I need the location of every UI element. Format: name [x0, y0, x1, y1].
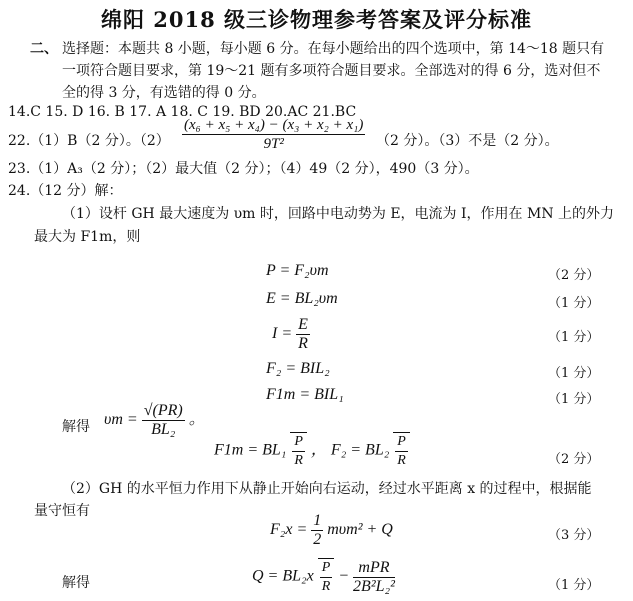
q24-line4: 量守恒有 — [34, 503, 90, 519]
eq6-a: F1m = BL₁ — [214, 441, 287, 459]
q24-line2: 最大为 F1m，则 — [34, 229, 141, 245]
section-text-2: 一项符合题目要求，第 19～21 题有多项符合题目要求。全部选对的得 6 分，选对但不 — [62, 63, 601, 79]
eq6-sqrt2-num: P — [395, 433, 408, 452]
eq7 — [270, 512, 393, 549]
score-2: （1 分） — [548, 296, 600, 311]
solve-label-2: 解得 — [62, 575, 90, 591]
eq3-num: E — [298, 316, 308, 333]
vm-den: BL₂ — [151, 421, 176, 438]
vm-end: 。 — [188, 411, 205, 429]
eq8 — [252, 558, 395, 596]
q22-fraction — [182, 116, 365, 153]
solve-label-1: 解得 — [62, 419, 90, 435]
eq6-b: ， F₂ = BL₂ — [310, 441, 390, 459]
eq7-num: 1 — [313, 512, 322, 529]
page-title: 绵阳 2018 级三诊物理参考答案及评分标准 — [100, 7, 533, 32]
vm-result — [104, 402, 205, 439]
q22-numerator: (x₆ + x₅ + x₄) − (x₃ + x₂ + x₁) — [184, 117, 364, 133]
answer-key: 14.C 15. D 16. B 17. A 18. C 19. BD 20.AC 21.BC — [8, 104, 357, 120]
score-8: （1 分） — [548, 578, 600, 593]
eq8-left: Q = BL₂x — [252, 567, 314, 585]
vm-num: √(PR) — [143, 402, 183, 419]
eq3 — [272, 316, 310, 353]
eq8-sqrt-den: R — [321, 579, 331, 594]
eq4: F₂ = BIL₂ — [266, 360, 330, 377]
eq8-sqrt-num: P — [320, 559, 333, 578]
q24-line1: （1）设杆 GH 最大速度为 υm 时，回路中电动势为 E，电流为 I，作用在 MN 上的外力 — [62, 206, 615, 222]
score-5: （1 分） — [548, 392, 600, 407]
eq8-minus: − — [338, 567, 350, 585]
eq2: E = BL₂υm — [266, 290, 338, 307]
q24-line3: （2）GH 的水平恒力作用下从静止开始向右运动，经过水平距离 x 的过程中，根据能 — [62, 481, 592, 497]
eq6 — [214, 432, 410, 470]
eq5: F1m = BIL₁ — [266, 386, 344, 403]
eq3-den: R — [298, 335, 308, 352]
vm-left: υm = — [104, 411, 138, 429]
eq1: P = F₂υm — [266, 262, 329, 279]
q22-part1: 22.（1）B（2 分）。（2） — [8, 133, 170, 149]
eq7-right: mυm² + Q — [327, 521, 393, 539]
section-text-3: 全的得 3 分，有选错的得 0 分。 — [62, 85, 266, 101]
q22-denominator: 9T² — [263, 136, 284, 152]
score-1: （2 分） — [548, 268, 600, 283]
q23: 23.（1）A₃（2 分）；（2）最大值（2 分）；（4）49（2 分），490（3 分）。 — [8, 161, 479, 177]
score-4: （1 分） — [548, 366, 600, 381]
section-heading: 二、 — [30, 41, 58, 57]
score-7: （3 分） — [548, 528, 600, 543]
section-text-1: 选择题：本题共 8 小题，每小题 6 分。在每小题给出的四个选项中，第 14～18 题只有 — [62, 41, 605, 57]
eq6-sqrt2-den: R — [397, 453, 406, 468]
eq8-den: 2B²L₂² — [353, 577, 395, 595]
eq8-num: mPR — [353, 559, 395, 578]
score-6: （2 分） — [548, 452, 600, 467]
eq7-left: F₂x = — [270, 521, 308, 539]
eq3-left: I = — [272, 325, 293, 343]
eq6-sqrt1-den: R — [294, 453, 303, 468]
q22-part2: （2 分）。（3）不是（2 分）。 — [376, 133, 559, 149]
score-3: （1 分） — [548, 330, 600, 345]
q24-head: 24.（12 分）解： — [8, 183, 123, 199]
eq6-sqrt1-num: P — [292, 433, 305, 452]
eq7-den: 2 — [313, 531, 322, 548]
